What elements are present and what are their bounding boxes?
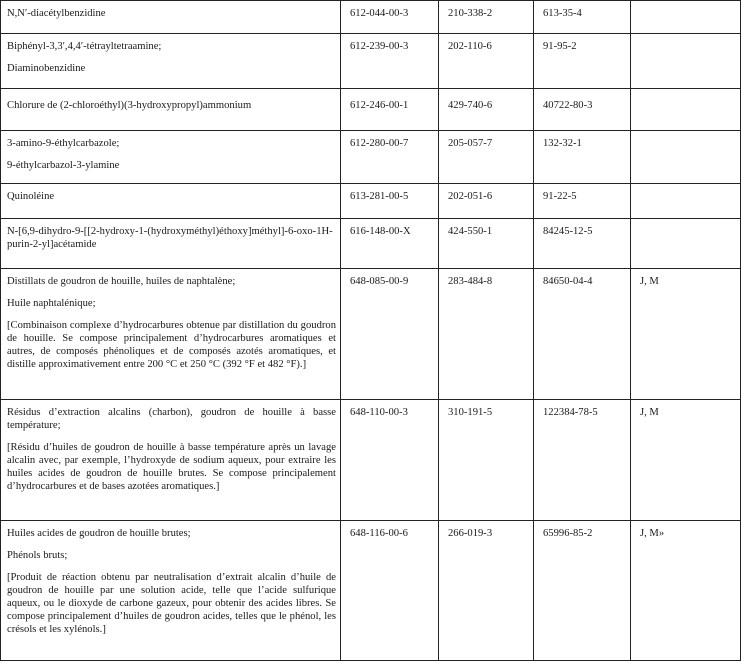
index-number-cell xyxy=(341,269,439,400)
table-row xyxy=(1,131,741,184)
substance-name: Huiles acides de goudron de houille brutes; xyxy=(7,528,191,539)
ec-number: 205-057-7 xyxy=(448,138,493,149)
cas-number: 65996-85-2 xyxy=(543,528,593,539)
ec-number: 266-019-3 xyxy=(448,528,493,539)
cas-number: 84650-04-4 xyxy=(543,276,593,287)
notes-cell xyxy=(631,131,741,184)
index-number-cell xyxy=(341,184,439,219)
ec-number: 210-338-2 xyxy=(448,8,493,19)
ec-number-cell xyxy=(439,1,534,34)
cas-number-cell xyxy=(534,1,631,34)
ec-number: 310-191-5 xyxy=(448,407,493,418)
cas-number: 132-32-1 xyxy=(543,138,582,149)
ec-number-cell xyxy=(439,184,534,219)
substance-name-cell xyxy=(1,269,341,400)
cas-number-cell xyxy=(534,521,631,661)
substance-name-cell xyxy=(1,131,341,184)
cas-number: 122384-78-5 xyxy=(543,407,598,418)
substance-synonym: 9-éthylcarbazol-3-ylamine xyxy=(7,160,120,171)
ec-number: 202-110-6 xyxy=(448,41,492,52)
cas-number-cell xyxy=(534,269,631,400)
notes: J, M xyxy=(640,407,659,418)
index-number-cell xyxy=(341,1,439,34)
table-row xyxy=(1,400,741,521)
index-number-cell xyxy=(341,400,439,521)
cas-number: 40722-80-3 xyxy=(543,100,593,111)
ec-number: 202-051-6 xyxy=(448,191,493,202)
index-number-cell xyxy=(341,34,439,89)
cas-number-cell xyxy=(534,131,631,184)
substance-name: N,N′-diacétylbenzidine xyxy=(7,8,106,19)
cas-number-cell xyxy=(534,219,631,269)
notes-cell xyxy=(631,1,741,34)
ec-number-cell xyxy=(439,521,534,661)
index-number-cell xyxy=(341,89,439,131)
index-number: 612-246-00-1 xyxy=(350,100,409,111)
notes: J, M xyxy=(640,276,659,287)
table-row xyxy=(1,219,741,269)
table-row xyxy=(1,34,741,89)
substance-name: Distillats de goudron de houille, huiles de naphtalène; xyxy=(7,276,236,287)
substance-name: Résidus d’extraction alcalins (charbon), goudron de houille à basse température; xyxy=(7,407,336,431)
index-number-cell xyxy=(341,521,439,661)
index-number: 648-116-00-6 xyxy=(350,528,408,539)
index-number-cell xyxy=(341,131,439,184)
substance-name-cell xyxy=(1,184,341,219)
notes-cell xyxy=(631,521,741,661)
ec-number: 283-484-8 xyxy=(448,276,493,287)
table-row xyxy=(1,521,741,661)
notes-cell xyxy=(631,34,741,89)
substance-name-cell xyxy=(1,521,341,661)
notes-cell xyxy=(631,89,741,131)
index-number: 612-280-00-7 xyxy=(350,138,409,149)
cas-number-cell xyxy=(534,89,631,131)
substance-description: [Produit de réaction obtenu par neutralisation d’extrait alcalin d’huile de goudron de houille par une solution acide, telle que l’acide sulfurique aqueux, ou le dioxyde de carbone gazeux, pour obtenir des acides libres. Se compose principalement d’huiles de goudron acides, telles que le phénol, les crésols et les xylénols.] xyxy=(7,572,336,635)
notes-cell xyxy=(631,184,741,219)
index-number: 616-148-00-X xyxy=(350,226,411,237)
cas-number: 84245-12-5 xyxy=(543,226,593,237)
ec-number-cell xyxy=(439,219,534,269)
ec-number-cell xyxy=(439,89,534,131)
substance-description: [Combinaison complexe d’hydrocarbures obtenue par distillation du goudron de houille. Se compose principalement d’hydrocarbures aromatiques et autres, de composés phénoliques et de composés azotés aromatiques, et distille approximativement entre 200 °C et 250 °C (392 °F et 482 °F).] xyxy=(7,320,336,370)
cas-number: 91-95-2 xyxy=(543,41,577,52)
table-row xyxy=(1,1,741,34)
substance-name: N-[6,9-dihydro-9-[[2-hydroxy-1-(hydroxyméthyl)éthoxy]méthyl]-6-oxo-1H-purin-2-yl]acétamide xyxy=(7,226,333,250)
cas-number: 613-35-4 xyxy=(543,8,582,19)
index-number: 612-239-00-3 xyxy=(350,41,409,52)
substance-description: [Résidu d’huiles de goudron de houille à basse température après un lavage alcalin avec, par exemple, l’hydroxyde de sodium aqueux, pour extraire les huiles acides de goudron de houille brutes. Se compose principalement d’hydrocarbures et de bases azotées aromatiques.] xyxy=(7,442,336,492)
notes-cell xyxy=(631,269,741,400)
index-number-cell xyxy=(341,219,439,269)
index-number: 648-110-00-3 xyxy=(350,407,408,418)
substance-name-cell xyxy=(1,1,341,34)
index-number: 612-044-00-3 xyxy=(350,8,409,19)
ec-number-cell xyxy=(439,269,534,400)
notes-cell xyxy=(631,219,741,269)
substance-name-cell xyxy=(1,34,341,89)
cas-number-cell xyxy=(534,34,631,89)
substance-name: Biphényl-3,3′,4,4′-tétrayltetraamine; xyxy=(7,41,162,52)
substance-synonym: Diaminobenzidine xyxy=(7,63,86,74)
table-row xyxy=(1,89,741,131)
ec-number-cell xyxy=(439,34,534,89)
substance-name-cell xyxy=(1,89,341,131)
cas-number-cell xyxy=(534,400,631,521)
index-number: 648-085-00-9 xyxy=(350,276,409,287)
table-row xyxy=(1,269,741,400)
substance-name-cell xyxy=(1,219,341,269)
notes-cell xyxy=(631,400,741,521)
substance-name: Chlorure de (2-chloroéthyl)(3-hydroxypropyl)ammonium xyxy=(7,100,252,111)
cas-number-cell xyxy=(534,184,631,219)
ec-number: 424-550-1 xyxy=(448,226,493,237)
table-row xyxy=(1,184,741,219)
cas-number: 91-22-5 xyxy=(543,191,577,202)
substance-name: 3-amino-9-éthylcarbazole; xyxy=(7,138,120,149)
substance-name: Quinoléine xyxy=(7,191,55,202)
substance-synonym: Huile naphtalénique; xyxy=(7,298,96,309)
substance-synonym: Phénols bruts; xyxy=(7,550,68,561)
substance-name-cell xyxy=(1,400,341,521)
ec-number-cell xyxy=(439,400,534,521)
index-number: 613-281-00-5 xyxy=(350,191,409,202)
ec-number-cell xyxy=(439,131,534,184)
notes: J, M» xyxy=(640,528,665,539)
ec-number: 429-740-6 xyxy=(448,100,493,111)
